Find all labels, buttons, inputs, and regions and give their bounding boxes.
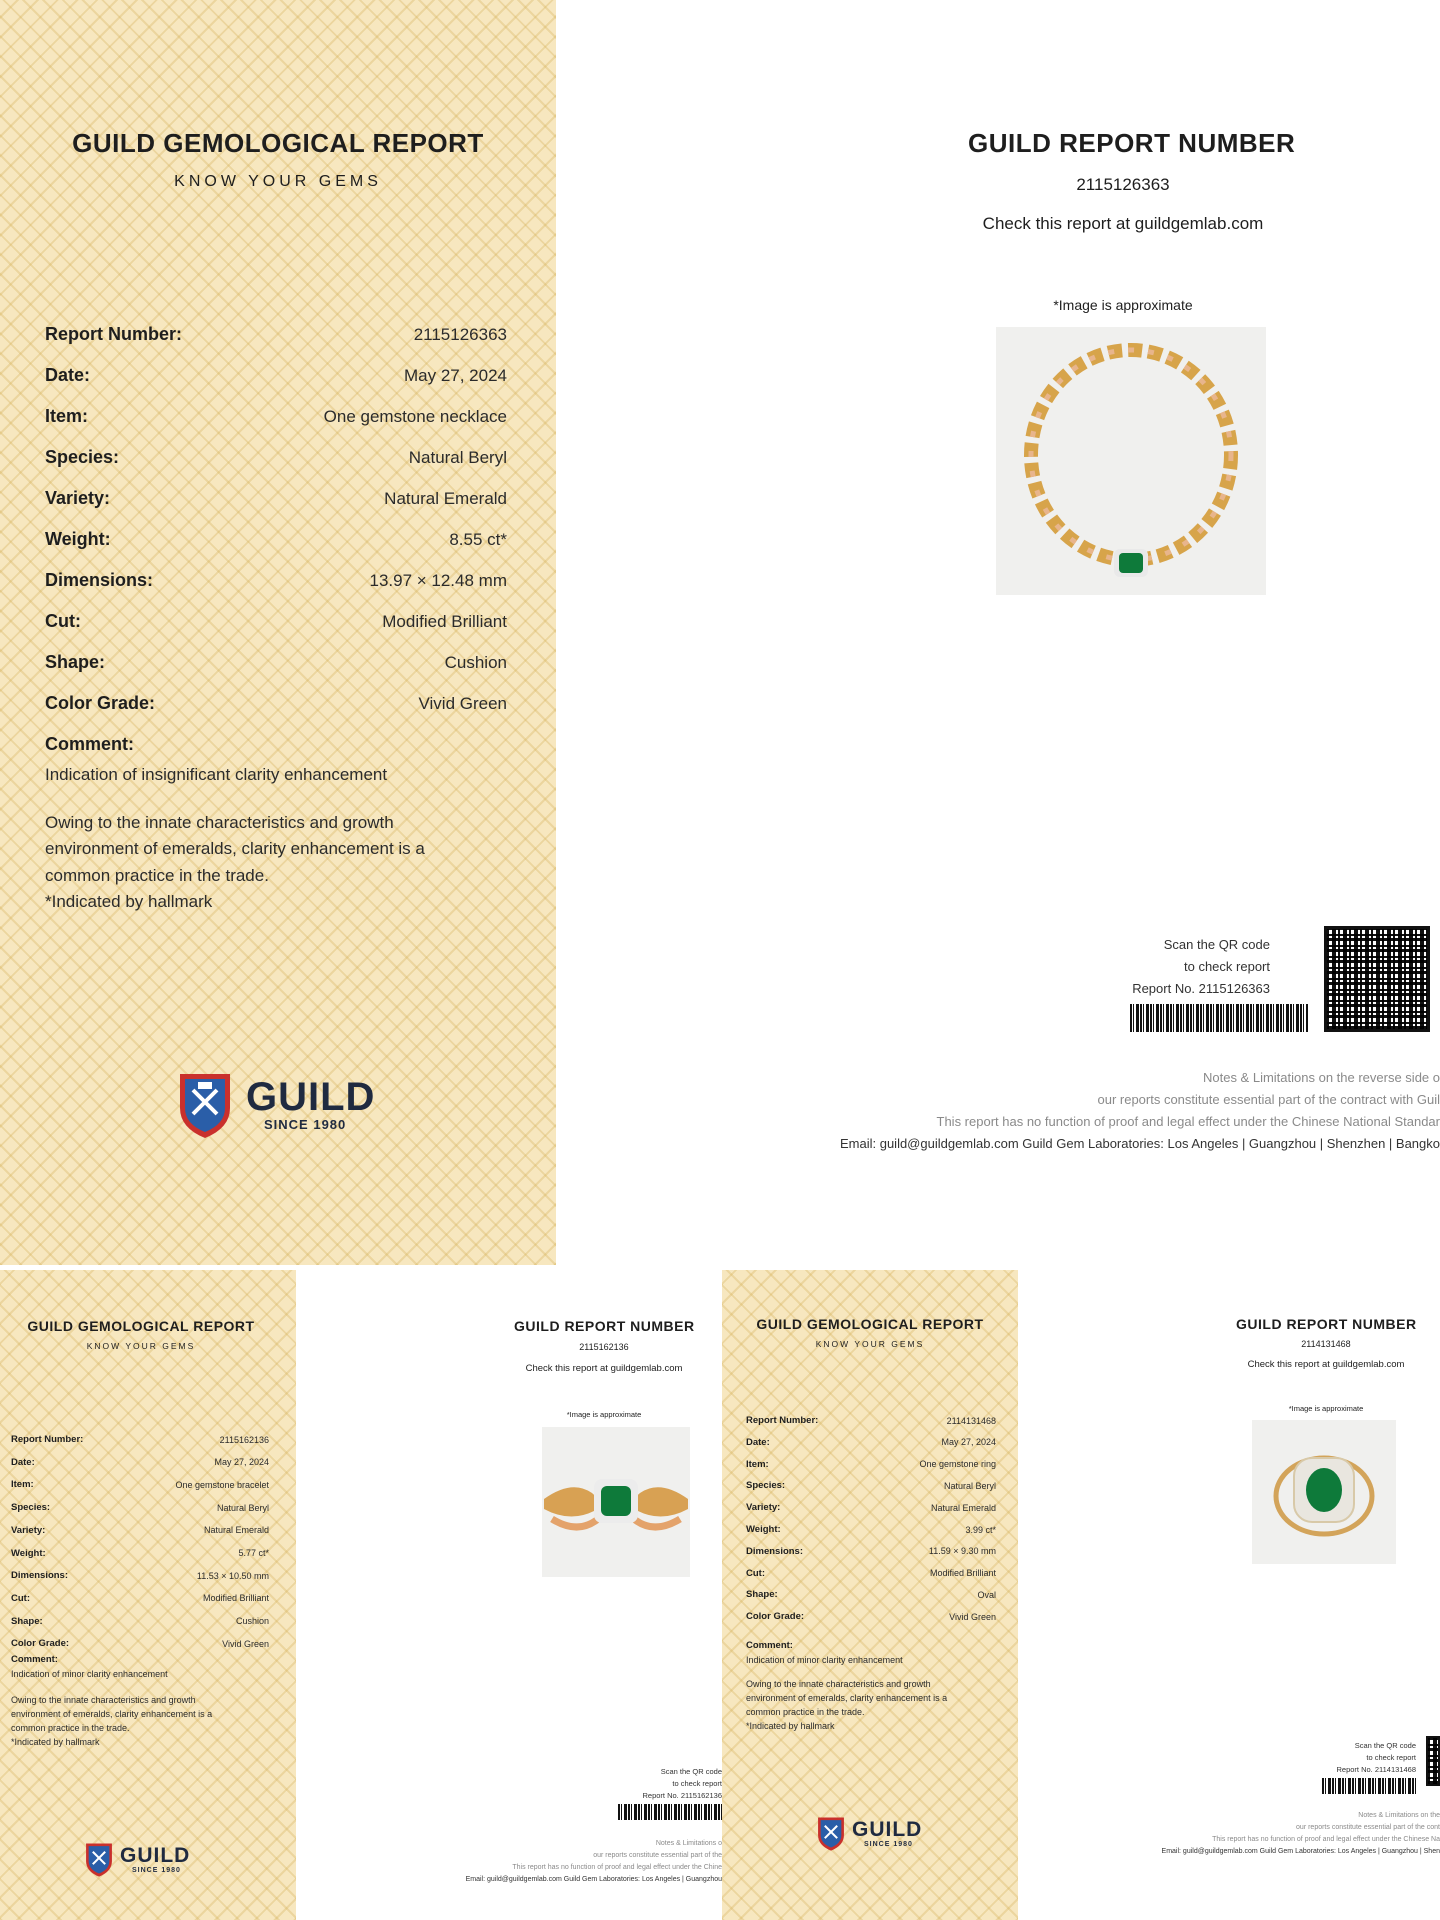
field-row xyxy=(45,324,507,345)
guild-shield-icon xyxy=(84,1840,114,1878)
emerald-note: Owing to the innate characteristics and growth environment of emeralds, clarity enhancement is a common practice in the trade. *Indicated by hallmark xyxy=(45,813,425,912)
field-label: Shape: xyxy=(45,652,106,672)
report-qr-code[interactable] xyxy=(1324,926,1430,1032)
ring-report-left-panel xyxy=(722,1270,1018,1920)
field-label: Cut: xyxy=(11,1592,30,1604)
report-check-link[interactable]: Check this report at guildgemlab.com xyxy=(1247,1359,1405,1370)
field-row xyxy=(746,1459,996,1470)
field-value: Vivid Green xyxy=(949,1611,996,1622)
field-row xyxy=(746,1480,996,1491)
scan-qr-instructions: Scan the QR code to check report Report No. 2115162136 xyxy=(642,1767,722,1800)
bracelet-report-left-panel xyxy=(0,1270,296,1920)
ring-report-right-panel xyxy=(1018,1270,1440,1920)
field-row xyxy=(45,611,507,632)
report-number-title: GUILD REPORT NUMBER xyxy=(514,1318,695,1334)
notes-line-2: our reports constitute essential part of the xyxy=(593,1852,722,1859)
notes-line-3: This report has no function of proof and legal effect under the Chinese Na xyxy=(1212,1836,1440,1843)
report-tagline: KNOW YOUR GEMS xyxy=(86,1341,196,1351)
guild-brand-text: GUILD xyxy=(852,1817,923,1841)
field-row xyxy=(11,1525,269,1536)
field-value: 3.99 ct* xyxy=(965,1524,996,1535)
field-label: Shape: xyxy=(746,1589,778,1601)
guild-since-text: SINCE 1980 xyxy=(132,1866,181,1874)
field-label: Cut: xyxy=(45,611,81,631)
field-label: Dimensions: xyxy=(45,570,154,590)
field-value: Natural Beryl xyxy=(216,1502,269,1513)
report-number-title: GUILD REPORT NUMBER xyxy=(1236,1316,1417,1332)
field-row xyxy=(45,488,507,509)
guild-brand-text: GUILD xyxy=(120,1843,191,1867)
field-value: Vivid Green xyxy=(222,1638,269,1649)
field-row xyxy=(746,1437,996,1448)
comment-text: Indication of minor clarity enhancement xyxy=(11,1669,168,1679)
field-label: Color Grade: xyxy=(11,1638,70,1650)
field-row xyxy=(11,1593,269,1604)
comment-text: Indication of minor clarity enhancement xyxy=(746,1655,903,1665)
report-title: GUILD GEMOLOGICAL REPORT xyxy=(27,1318,255,1334)
field-row xyxy=(45,529,507,550)
field-value: May 27, 2024 xyxy=(941,1437,996,1448)
field-value: May 27, 2024 xyxy=(214,1457,269,1468)
report-title: GUILD GEMOLOGICAL REPORT xyxy=(756,1316,984,1332)
field-row xyxy=(11,1638,269,1649)
field-value: Modified Brilliant xyxy=(929,1568,996,1579)
field-label: Species: xyxy=(45,447,120,467)
field-value: Natural Emerald xyxy=(384,488,507,508)
field-label: Weight: xyxy=(45,529,111,549)
field-label: Weight: xyxy=(746,1524,781,1535)
report-tagline: KNOW YOUR GEMS xyxy=(174,173,382,190)
field-label: Date: xyxy=(11,1456,35,1468)
comment-label: Comment: xyxy=(45,734,134,754)
comment-label: Comment: xyxy=(746,1640,793,1651)
field-label: Report Number: xyxy=(11,1434,84,1445)
notes-line-1: Notes & Limitations on the reverse side o xyxy=(1202,1070,1440,1085)
field-label: Report Number: xyxy=(45,324,183,344)
field-value: Natural Beryl xyxy=(943,1480,996,1491)
field-row xyxy=(11,1434,269,1445)
field-value: Natural Emerald xyxy=(930,1502,996,1513)
field-label: Color Grade: xyxy=(45,693,156,713)
field-row xyxy=(746,1415,996,1426)
scan-qr-instructions: Scan the QR code to check report Report No. 2115126363 xyxy=(1132,937,1270,996)
field-value: Modified Brilliant xyxy=(382,611,507,631)
field-value: Natural Beryl xyxy=(408,447,507,467)
field-row xyxy=(746,1568,996,1579)
field-value: Vivid Green xyxy=(418,693,507,713)
report-barcode[interactable] xyxy=(1130,1004,1308,1032)
field-value: Cushion xyxy=(235,1616,269,1627)
contact-email-line: Email: guild@guildgemlab.com Guild Gem Laboratories: Los Angeles | Guangzhou xyxy=(465,1876,722,1883)
field-row xyxy=(45,406,507,427)
field-label: Item: xyxy=(11,1479,34,1491)
field-row xyxy=(746,1589,996,1600)
guild-brand-text: GUILD xyxy=(246,1074,376,1119)
notes-line-1: Notes & Limitations on the xyxy=(1358,1812,1440,1819)
field-label: Dimensions: xyxy=(11,1570,69,1582)
field-row xyxy=(45,365,507,386)
field-value: 2114131468 xyxy=(946,1415,996,1426)
field-row xyxy=(45,570,507,591)
scan-qr-instructions: Scan the QR code to check report Report No. 2114131468 xyxy=(1336,1741,1416,1774)
notes-line-2: our reports constitute essential part of the cont xyxy=(1296,1824,1440,1831)
image-approximate-note: *Image is approximate xyxy=(1288,1404,1364,1413)
field-value: Modified Brilliant xyxy=(202,1593,269,1604)
report-number-value: 2115162136 xyxy=(579,1342,629,1352)
field-row xyxy=(11,1502,269,1513)
field-row xyxy=(45,693,507,714)
field-value: 5.77 ct* xyxy=(238,1548,269,1558)
field-label: Cut: xyxy=(746,1567,765,1579)
field-value: 13.97 × 12.48 mm xyxy=(369,570,507,590)
field-value: 8.55 ct* xyxy=(449,529,507,549)
field-row xyxy=(11,1548,269,1559)
bracelet-report-right-panel xyxy=(296,1270,722,1920)
notes-line-2: our reports constitute essential part of the contract with Guil xyxy=(1097,1092,1440,1107)
field-label: Variety: xyxy=(11,1524,46,1536)
bracelet-photo xyxy=(542,1427,690,1577)
contact-email-line: Email: guild@guildgemlab.com Guild Gem Laboratories: Los Angeles | Guangzhou | Shenzhen | Bangko xyxy=(839,1136,1440,1151)
field-value: Natural Emerald xyxy=(203,1525,269,1536)
image-approximate-note: *Image is approximate xyxy=(1053,297,1193,313)
guild-logo xyxy=(84,1840,190,1878)
field-value: One gemstone bracelet xyxy=(175,1479,269,1490)
comment-text: Indication of insignificant clarity enhancement xyxy=(45,765,388,784)
guild-shield-icon xyxy=(176,1068,234,1140)
report-barcode[interactable] xyxy=(1322,1778,1416,1794)
report-tagline: KNOW YOUR GEMS xyxy=(815,1339,925,1349)
notes-line-1: Notes & Limitations o xyxy=(655,1840,722,1847)
emerald-note: Owing to the innate characteristics and growth environment of emeralds, clarity enhancement is a common practice in the trade. *Indicated by hallmark xyxy=(11,1695,213,1747)
field-row xyxy=(45,447,507,468)
notes-line-3: This report has no function of proof and legal effect under the Chinese National Standar xyxy=(936,1114,1440,1129)
report-number-value: 2115126363 xyxy=(1076,175,1170,194)
field-label: Item: xyxy=(746,1458,769,1470)
report-qr-code[interactable] xyxy=(1426,1736,1440,1786)
field-row xyxy=(746,1546,996,1557)
field-label: Variety: xyxy=(746,1502,781,1514)
field-value: One gemstone ring xyxy=(919,1459,996,1470)
field-row xyxy=(11,1457,269,1468)
guild-shield-icon xyxy=(816,1814,846,1852)
guild-logo xyxy=(816,1814,922,1852)
field-value: Cushion xyxy=(444,652,507,672)
large-report-left-panel xyxy=(0,0,556,1265)
report-check-link[interactable]: Check this report at guildgemlab.com xyxy=(982,214,1264,233)
image-approximate-note: *Image is approximate xyxy=(566,1410,642,1419)
guild-logo xyxy=(176,1068,375,1140)
field-label: Report Number: xyxy=(746,1415,819,1426)
field-value: 11.53 × 10.50 mm xyxy=(196,1570,269,1581)
ring-photo xyxy=(1252,1420,1396,1564)
field-value: May 27, 2024 xyxy=(403,365,507,385)
field-row xyxy=(11,1479,269,1490)
field-value: Oval xyxy=(977,1589,996,1600)
report-barcode[interactable] xyxy=(618,1804,722,1820)
field-label: Color Grade: xyxy=(746,1611,805,1623)
report-title: GUILD GEMOLOGICAL REPORT xyxy=(72,128,484,158)
field-value: 2115126363 xyxy=(413,324,507,344)
field-row xyxy=(11,1570,269,1581)
field-label: Item: xyxy=(45,406,89,426)
field-label: Date: xyxy=(746,1436,770,1448)
field-value: 11.59 × 9.30 mm xyxy=(928,1546,996,1557)
field-label: Variety: xyxy=(45,488,111,508)
comment-label: Comment: xyxy=(11,1654,58,1665)
contact-email-line: Email: guild@guildgemlab.com Guild Gem Laboratories: Los Angeles | Guangzhou | Shen xyxy=(1161,1848,1440,1855)
field-label: Species: xyxy=(11,1502,51,1514)
field-row xyxy=(746,1502,996,1513)
emerald-note: Owing to the innate characteristics and growth environment of emeralds, clarity enhancement is a common practice in the trade. *Indicated by hallmark xyxy=(746,1679,948,1731)
field-row xyxy=(45,652,507,673)
guild-since-text: SINCE 1980 xyxy=(264,1116,347,1132)
field-row xyxy=(746,1524,996,1535)
field-row xyxy=(11,1616,269,1627)
field-label: Shape: xyxy=(11,1615,43,1627)
field-label: Dimensions: xyxy=(746,1545,804,1557)
necklace-photo xyxy=(996,327,1266,595)
field-label: Weight: xyxy=(11,1547,46,1559)
field-label: Date: xyxy=(45,365,91,385)
field-value: 2115162136 xyxy=(219,1434,269,1445)
report-number-title: GUILD REPORT NUMBER xyxy=(968,128,1296,158)
field-value: One gemstone necklace xyxy=(323,406,507,426)
large-report-right-panel xyxy=(556,0,1440,1265)
report-number-value: 2114131468 xyxy=(1301,1339,1351,1349)
field-label: Species: xyxy=(746,1480,786,1492)
guild-since-text: SINCE 1980 xyxy=(864,1840,913,1848)
report-check-link[interactable]: Check this report at guildgemlab.com xyxy=(525,1363,683,1374)
notes-line-3: This report has no function of proof and legal effect under the Chine xyxy=(512,1864,722,1871)
field-row xyxy=(746,1611,996,1622)
